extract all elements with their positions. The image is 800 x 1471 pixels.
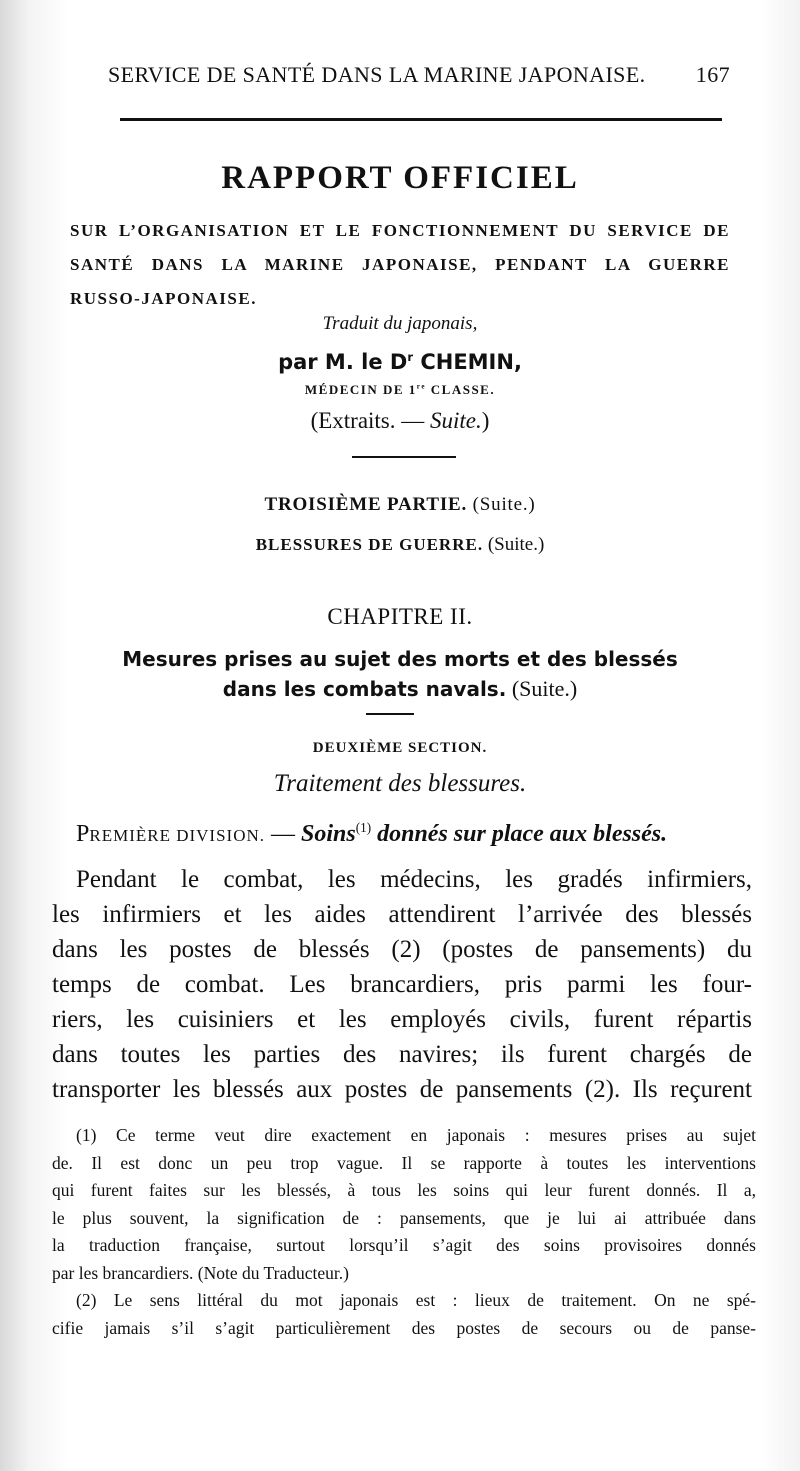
translation-note: Traduit du japonais, xyxy=(322,313,478,334)
author-line xyxy=(60,350,740,374)
part-suite: (Suite.) xyxy=(467,494,536,515)
author-rank xyxy=(60,382,740,398)
wounds-title xyxy=(60,534,740,556)
separator-rule xyxy=(352,456,456,458)
subtitle-line: RUSSO-JAPONAISE. xyxy=(70,289,257,308)
body-line: transporter les blessés aux postes de pansements (2). Ils reçurent xyxy=(52,1076,752,1103)
division-initial: P xyxy=(76,821,90,847)
author-name: CHEMIN, xyxy=(413,350,522,374)
body-line: dans les postes de blessés (2) (postes de pansements) du xyxy=(52,936,752,963)
body-paragraph xyxy=(52,862,752,1107)
report-subtitle xyxy=(70,214,730,316)
running-head-title: SERVICE DE SANTÉ DANS LA MARINE JAPONAISE. xyxy=(108,62,646,87)
body-line: dans toutes les parties des navires; ils furent chargés de xyxy=(52,1041,752,1068)
author-sup: r xyxy=(407,350,414,364)
header-rule xyxy=(120,118,722,121)
division-label: REMIÈRE DIVISION. xyxy=(89,826,266,845)
section-title: DEUXIÈME SECTION. xyxy=(312,740,488,756)
footnote-line: la traduction française, surtout lorsqu’il s’agit des soins provisoires donnés xyxy=(52,1235,756,1255)
extraits-open: (Extraits. — xyxy=(310,408,431,433)
body-line: Pendant le combat, les médecins, les gradés infirmiers, xyxy=(76,866,752,893)
page-number: 167 xyxy=(695,62,730,87)
footnote-line: cifie jamais s’il s’agit particulièrement des postes de secours ou de panse- xyxy=(52,1317,756,1338)
body-line: riers, les cuisiniers et les employés civils, furent répartis xyxy=(52,1006,752,1033)
footnotes xyxy=(52,1122,756,1342)
chapter-heading xyxy=(60,644,740,704)
rank-sup: re xyxy=(416,382,427,391)
running-head xyxy=(108,62,730,88)
rank-suffix: CLASSE. xyxy=(426,382,496,397)
footnote-line: par les brancardiers. (Note du Traducteur.) xyxy=(52,1262,349,1283)
division-dash: — xyxy=(265,821,302,847)
division-italic-1: Soins xyxy=(301,821,356,847)
chapter-heading-line2: dans les combats navals. xyxy=(222,677,507,701)
chapter-heading-line xyxy=(60,674,740,704)
subtitle-line: SANTÉ DANS LA MARINE JAPONAISE, PENDANT LA GUERRE xyxy=(70,255,730,274)
footnote-ref: (1) xyxy=(355,820,372,835)
footnote-line: de. Il est donc un peu trop vague. Il se rapporte à toutes les interventions xyxy=(52,1152,756,1173)
rank-prefix: MÉDECIN DE 1 xyxy=(304,382,417,397)
division-italic-2: donnés sur place aux blessés. xyxy=(371,821,668,847)
separator-rule xyxy=(366,713,414,715)
wounds-suite: (Suite.) xyxy=(483,534,545,555)
extraits-close: ) xyxy=(481,408,490,433)
part-title-text: TROISIÈME PARTIE. xyxy=(264,494,468,515)
chapter-suite: (Suite.) xyxy=(506,676,578,701)
report-title: RAPPORT OFFICIEL xyxy=(221,160,579,196)
body-line: temps de combat. Les brancardiers, pris parmi les four- xyxy=(52,971,752,998)
footnote-line: le plus souvent, la signification de : pansements, que je lui ai attribuée dans xyxy=(52,1207,756,1228)
body-line: les infirmiers et les aides attendirent l’arrivée des blessés xyxy=(52,901,752,928)
extraits-line xyxy=(60,408,740,434)
footnote-line: (2) Le sens littéral du mot japonais est : lieux de traitement. On ne spé- xyxy=(76,1290,756,1310)
chapter-heading-line: Mesures prises au sujet des morts et des blessés xyxy=(122,647,678,671)
chapter-title: CHAPITRE II. xyxy=(327,604,473,629)
division-heading xyxy=(76,820,667,848)
footnote-line: (1) Ce terme veut dire exactement en japonais : mesures prises au sujet xyxy=(76,1125,756,1145)
footnote-line: qui furent faites sur les blessés, à tous les soins qui leur furent donnés. Il a, xyxy=(52,1180,756,1200)
wounds-text: BLESSURES DE GUERRE. xyxy=(255,535,484,554)
extraits-suite: Suite. xyxy=(430,408,482,433)
part-title xyxy=(60,494,740,516)
author-prefix: par M. le D xyxy=(278,350,408,374)
subtitle-line: SUR L’ORGANISATION ET LE FONCTIONNEMENT DU SERVICE DE xyxy=(70,221,730,240)
section-subtitle: Traitement des blessures. xyxy=(273,770,527,797)
